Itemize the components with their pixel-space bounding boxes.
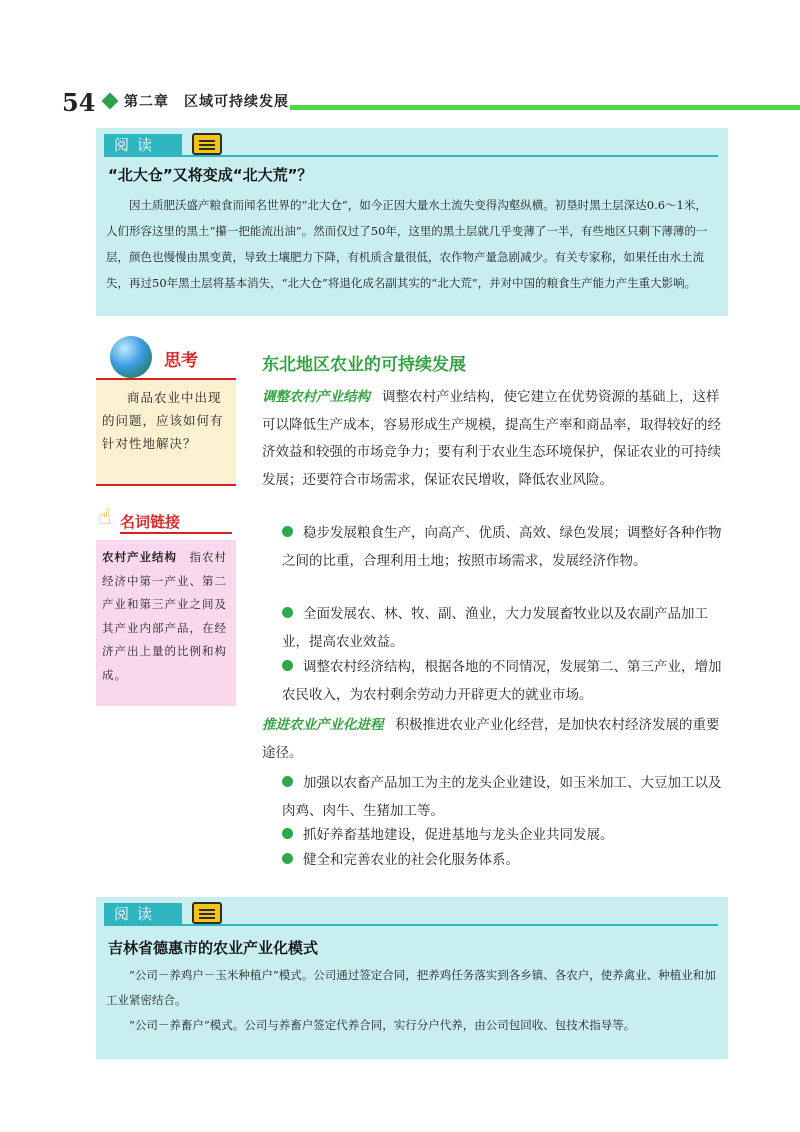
bullet-dot-icon [282, 828, 293, 839]
bullet-dot-icon [282, 660, 293, 671]
bullet-dot-icon [282, 776, 293, 787]
bullet-text: 抓好养畜基地建设，促进基地与龙头企业共同发展。 [303, 827, 614, 843]
header-rule [290, 105, 800, 110]
sub1-body: 调整农村产业结构，使它建立在优势资源的基础上，这样可以降低生产成本，容易形成生产规模，提高生产率和商品率，取得较好的经济效益和较强的市场竞争力；要有利于农业生态环境保护，保证农业的可持续发展；还要符合市场需求，保证农民增收，降低农业风险。 [262, 389, 721, 488]
bullet-item [282, 822, 734, 850]
bullet-item [282, 601, 734, 656]
term-name: 农村产业结构 [102, 550, 177, 564]
sub2-title: 推进农业产业化进程 [262, 717, 384, 733]
think-text: 商品农业中出现的问题，应该如何有针对性地解决？ [102, 390, 224, 451]
think-label: 思考 [164, 351, 198, 371]
bullet-text: 加强以农畜产品加工为主的龙头企业建设，如玉米加工、大豆加工以及肉鸡、肉牛、生猪加工等。 [282, 775, 722, 819]
bullet-text: 稳步发展粮食生产，向高产、优质、高效、绿色发展；调整好各种作物之间的比重，合理利用土地；按照市场需求，发展经济作物。 [282, 525, 722, 569]
reading-rule [104, 924, 718, 926]
diamond-icon [102, 93, 119, 110]
reading-rule [104, 155, 718, 157]
sub2-body: 积极推进农业产业化经营，是加快农村经济发展的重要途径。 [262, 717, 720, 761]
book-icon [192, 902, 222, 924]
bullet-item [282, 520, 734, 575]
bullet-text: 全面发展农、林、牧、副、渔业，大力发展畜牧业以及农副产品加工业，提高农业效益。 [282, 606, 708, 650]
term-link-text [102, 546, 230, 687]
globe-icon [110, 336, 152, 378]
sub2-paragraph [262, 712, 732, 767]
term-definition: 指农村经济中第一产业、第二产业和第三产业之间及其产业内部产品，在经济产出上量的比例和构成。 [102, 550, 227, 682]
reading-box-2 [96, 897, 728, 1059]
reading-tab-label: 阅读 [114, 905, 161, 923]
bullet-dot-icon [282, 526, 293, 537]
reading-title: 吉林省德惠市的农业产业化模式 [108, 939, 319, 957]
reading-tab-label: 阅读 [114, 136, 161, 154]
reading-para-2: “公司－养畜户”模式。公司与养畜户签定代养合同，实行分户代养，由公司包回收、包技术指导等。 [129, 1018, 636, 1032]
reading-title: “北大仓”又将变成“北大荒”？ [108, 166, 313, 184]
bullet-text: 调整农村经济结构，根据各地的不同情况，发展第二、第三产业，增加农民收入，为农村剩余劳动力开辟更大的就业市场。 [282, 659, 722, 703]
term-link-rule [120, 532, 232, 534]
reading-tab [104, 134, 182, 156]
bullet-dot-icon [282, 607, 293, 618]
reading-para-1: “公司－养鸡户－玉米种植户”模式。公司通过签定合同，把养鸡任务落实到各乡镇、各农户，使养禽业、种植业和加工业紧密结合。 [106, 968, 716, 1007]
sub1-title: 调整农村产业结构 [262, 389, 370, 405]
sub1-paragraph [262, 384, 732, 494]
reading-tab [104, 903, 182, 925]
bullet-dot-icon [282, 853, 293, 864]
chapter-title: 第二章 区域可持续发展 [124, 94, 289, 110]
book-icon [192, 133, 222, 155]
reading-body: 因土质肥沃盛产粮食而闻名世界的“北大仓”，如今正因大量水土流失变得沟壑纵横。初垦时黑土层深达0.6～1米，人们形容这里的黑土“攥一把能流出油”。然而仅过了50年，这里的黑土层就几乎变薄了一半，有些地区只剩下薄薄的一层，颜色也慢慢由黑变黄，导致土壤肥力下降，有机质含量很低，农作物产量急剧减少。有关专家称，如果任由水土流失，再过50年黑土层将基本消失，“北大仓”将退化成名副其实的“北大荒”，并对中国的粮食生产能力产生重大影响。 [106, 198, 708, 290]
pointing-hand-icon: ☝ [98, 505, 112, 530]
bullet-item [282, 847, 734, 875]
page-number: 54 [62, 88, 96, 117]
section-title: 东北地区农业的可持续发展 [262, 355, 466, 375]
reading-box-1 [96, 128, 728, 316]
term-link-label: 名词链接 [120, 513, 181, 531]
bullet-item [282, 770, 734, 825]
bullet-item [282, 654, 734, 709]
bullet-text: 健全和完善农业的社会化服务体系。 [303, 852, 519, 868]
